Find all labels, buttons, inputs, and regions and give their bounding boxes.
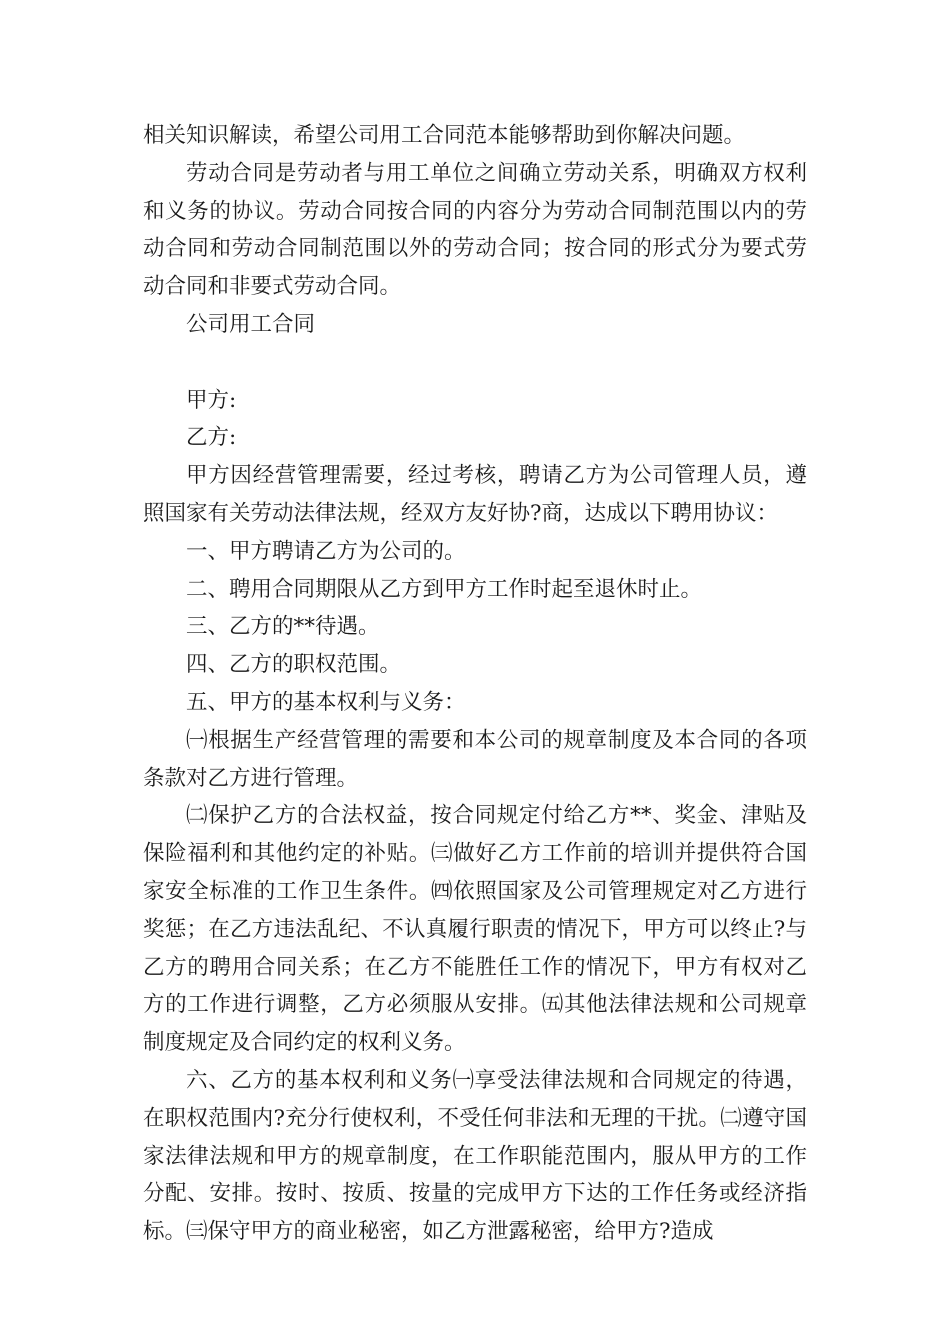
document-paragraph: 一、甲方聘请乙方为公司的。 — [186, 538, 466, 564]
document-paragraph: 六、乙方的基本权利和义务㈠享受法律法规和合同规定的待遇，在职权范围内?充分行使权利，不受任何非法和无理的干扰。㈡遵守国家法律法规和甲方的规章制度，在工作职能范围内，服从甲方的工作分配、安排。按时、按质、按量的完成甲方下达的工作任务或经济指标。㈢保守甲方的商业秘密，如乙方泄露秘密，给甲方?造成 — [143, 1067, 807, 1245]
document-paragraph: 二、聘用合同期限从乙方到甲方工作时起至退休时止。 — [186, 576, 703, 602]
blank-line — [143, 344, 807, 382]
document-paragraph: 五、甲方的基本权利与义务： — [186, 689, 466, 715]
document-paragraph: 四、乙方的职权范围。 — [186, 652, 402, 678]
document-paragraph: 甲方因经营管理需要，经过考核，聘请乙方为公司管理人员，遵照国家有关劳动法律法规，经双方友好协?商，达成以下聘用协议： — [143, 463, 807, 526]
document-paragraph: 相关知识解读，希望公司用工合同范本能够帮助到你解决问题。 — [143, 123, 746, 148]
document-paragraph: 公司用工合同 — [186, 311, 316, 337]
document-paragraph: 乙方: — [186, 425, 237, 451]
document-paragraph: 三、乙方的**待遇。 — [186, 614, 380, 640]
document-paragraph: 劳动合同是劳动者与用工单位之间确立劳动关系，明确双方权利和义务的协议。劳动合同按合同的内容分为劳动合同制范围以内的劳动合同和劳动合同制范围以外的劳动合同；按合同的形式分为要式劳动合同和非要式劳动合同。 — [143, 160, 807, 300]
document-body — [143, 117, 807, 1251]
document-paragraph: ㈠根据生产经营管理的需要和本公司的规章制度及本合同的各项条款对乙方进行管理。 — [143, 727, 807, 791]
document-paragraph: ㈡保护乙方的合法权益，按合同规定付给乙方**、奖金、津贴及保险福利和其他约定的补贴。㈢做好乙方工作前的培训并提供符合国家安全标准的工作卫生条件。㈣依照国家及公司管理规定对乙方进行奖惩；在乙方违法乱纪、不认真履行职责的情况下，甲方可以终止?与乙方的聘用合同关系；在乙方不能胜任工作的情况下，甲方有权对乙方的工作进行调整，乙方必须服从安排。㈤其他法律法规和公司规章制度规定及合同约定的权利义务。 — [143, 803, 807, 1056]
document-paragraph: 甲方: — [186, 387, 237, 413]
